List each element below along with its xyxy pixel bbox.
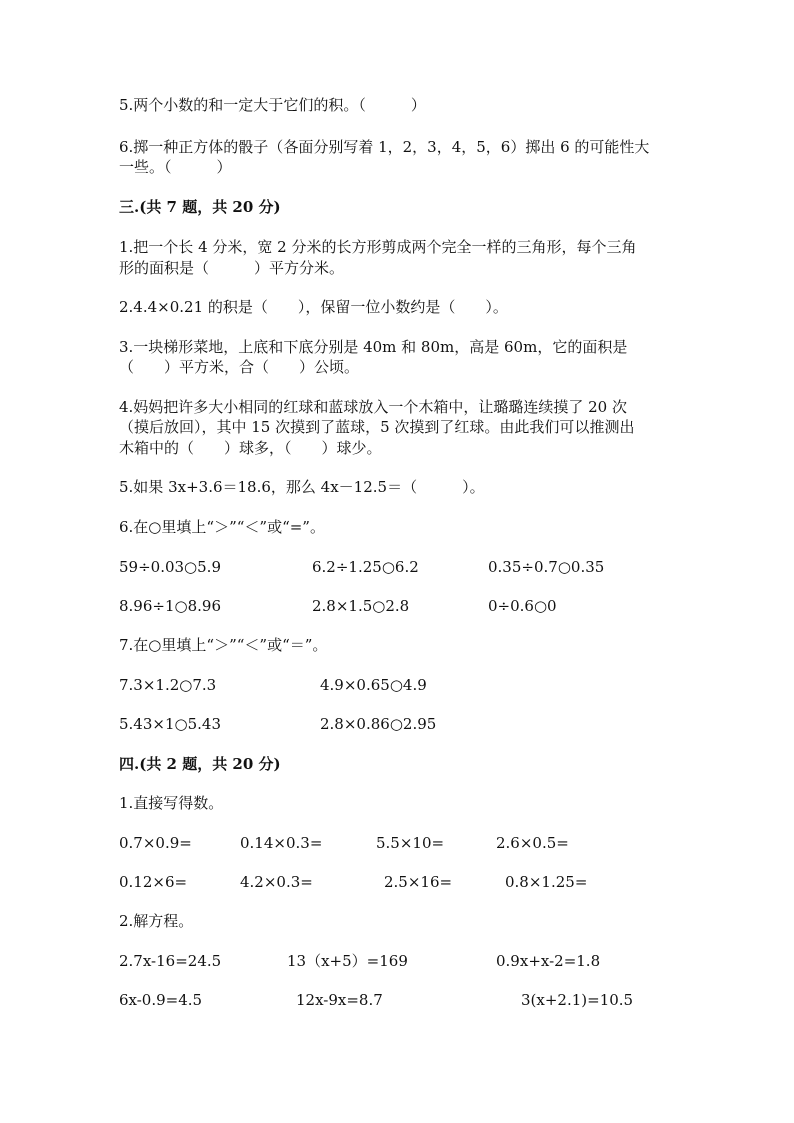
fill-item-4-line2: （摸后放回），其中 15 次摸到了蓝球，5 次摸到了红球。由此我们可以推测出 <box>119 418 635 436</box>
oral-calc-expression: 0.12×6= <box>119 873 188 891</box>
fill-item-2: 2.4.4×0.21 的积是（ ），保留一位小数约是（ ）。 <box>119 298 508 316</box>
compare-item-7-prompt: 7.在○里填上“＞”“＜”或“＝”。 <box>119 636 328 654</box>
fill-item-3-line2: （ ）平方米，合（ ）公顷。 <box>119 358 360 376</box>
compare-expression: 7.3×1.2○7.3 <box>119 676 217 694</box>
oral-calc-expression: 0.7×0.9= <box>119 834 192 852</box>
fill-item-5: 5.如果 3x+3.6＝18.6，那么 4x－12.5＝（ ）。 <box>119 478 485 496</box>
equation: 13（x+5）=169 <box>287 952 408 970</box>
compare-expression: 0.35÷0.7○0.35 <box>488 558 605 576</box>
oral-calc-expression: 2.6×0.5= <box>496 834 569 852</box>
oral-calc-expression: 5.5×10= <box>376 834 445 852</box>
compare-item-6-prompt: 6.在○里填上“＞”“＜”或“=”。 <box>119 518 325 536</box>
oral-calc-prompt: 1.直接写得数。 <box>119 794 224 812</box>
compare-expression: 59÷0.03○5.9 <box>119 558 221 576</box>
true-false-item-6-line2: 一些。（ ） <box>119 158 232 176</box>
equation: 2.7x-16=24.5 <box>119 952 222 970</box>
compare-expression: 0÷0.6○0 <box>488 597 557 615</box>
equation: 0.9x+x-2=1.8 <box>496 952 601 970</box>
compare-expression: 5.43×1○5.43 <box>119 715 221 733</box>
compare-expression: 2.8×1.5○2.8 <box>312 597 410 615</box>
equation: 12x-9x=8.7 <box>296 991 383 1009</box>
compare-expression: 2.8×0.86○2.95 <box>320 715 437 733</box>
section-3-heading: 三.(共 7 题，共 20 分) <box>119 198 281 216</box>
section-4-heading: 四.(共 2 题，共 20 分) <box>119 755 281 773</box>
fill-item-1-line2: 形的面积是（ ）平方分米。 <box>119 259 345 277</box>
compare-expression: 4.9×0.65○4.9 <box>320 676 427 694</box>
true-false-item-6-line1: 6.掷一种正方体的骰子（各面分别写着 1，2，3，4，5，6）掷出 6 的可能性大 <box>119 138 650 156</box>
equation: 6x-0.9=4.5 <box>119 991 203 1009</box>
oral-calc-expression: 0.8×1.25= <box>505 873 588 891</box>
true-false-item-5: 5.两个小数的和一定大于它们的积。（ ） <box>119 96 426 114</box>
fill-item-1-line1: 1.把一个长 4 分米，宽 2 分米的长方形剪成两个完全一样的三角形，每个三角 <box>119 238 637 256</box>
oral-calc-expression: 0.14×0.3= <box>240 834 323 852</box>
fill-item-4-line3: 木箱中的（ ）球多，（ ）球少。 <box>119 439 382 457</box>
equation: 3(x+2.1)=10.5 <box>521 991 634 1009</box>
oral-calc-expression: 2.5×16= <box>384 873 453 891</box>
compare-expression: 6.2÷1.25○6.2 <box>312 558 419 576</box>
equation-prompt: 2.解方程。 <box>119 912 194 930</box>
oral-calc-expression: 4.2×0.3= <box>240 873 313 891</box>
fill-item-3-line1: 3.一块梯形菜地，上底和下底分别是 40m 和 80m，高是 60m，它的面积是 <box>119 338 628 356</box>
compare-expression: 8.96÷1○8.96 <box>119 597 221 615</box>
fill-item-4-line1: 4.妈妈把许多大小相同的红球和蓝球放入一个木箱中，让璐璐连续摸了 20 次 <box>119 398 627 416</box>
